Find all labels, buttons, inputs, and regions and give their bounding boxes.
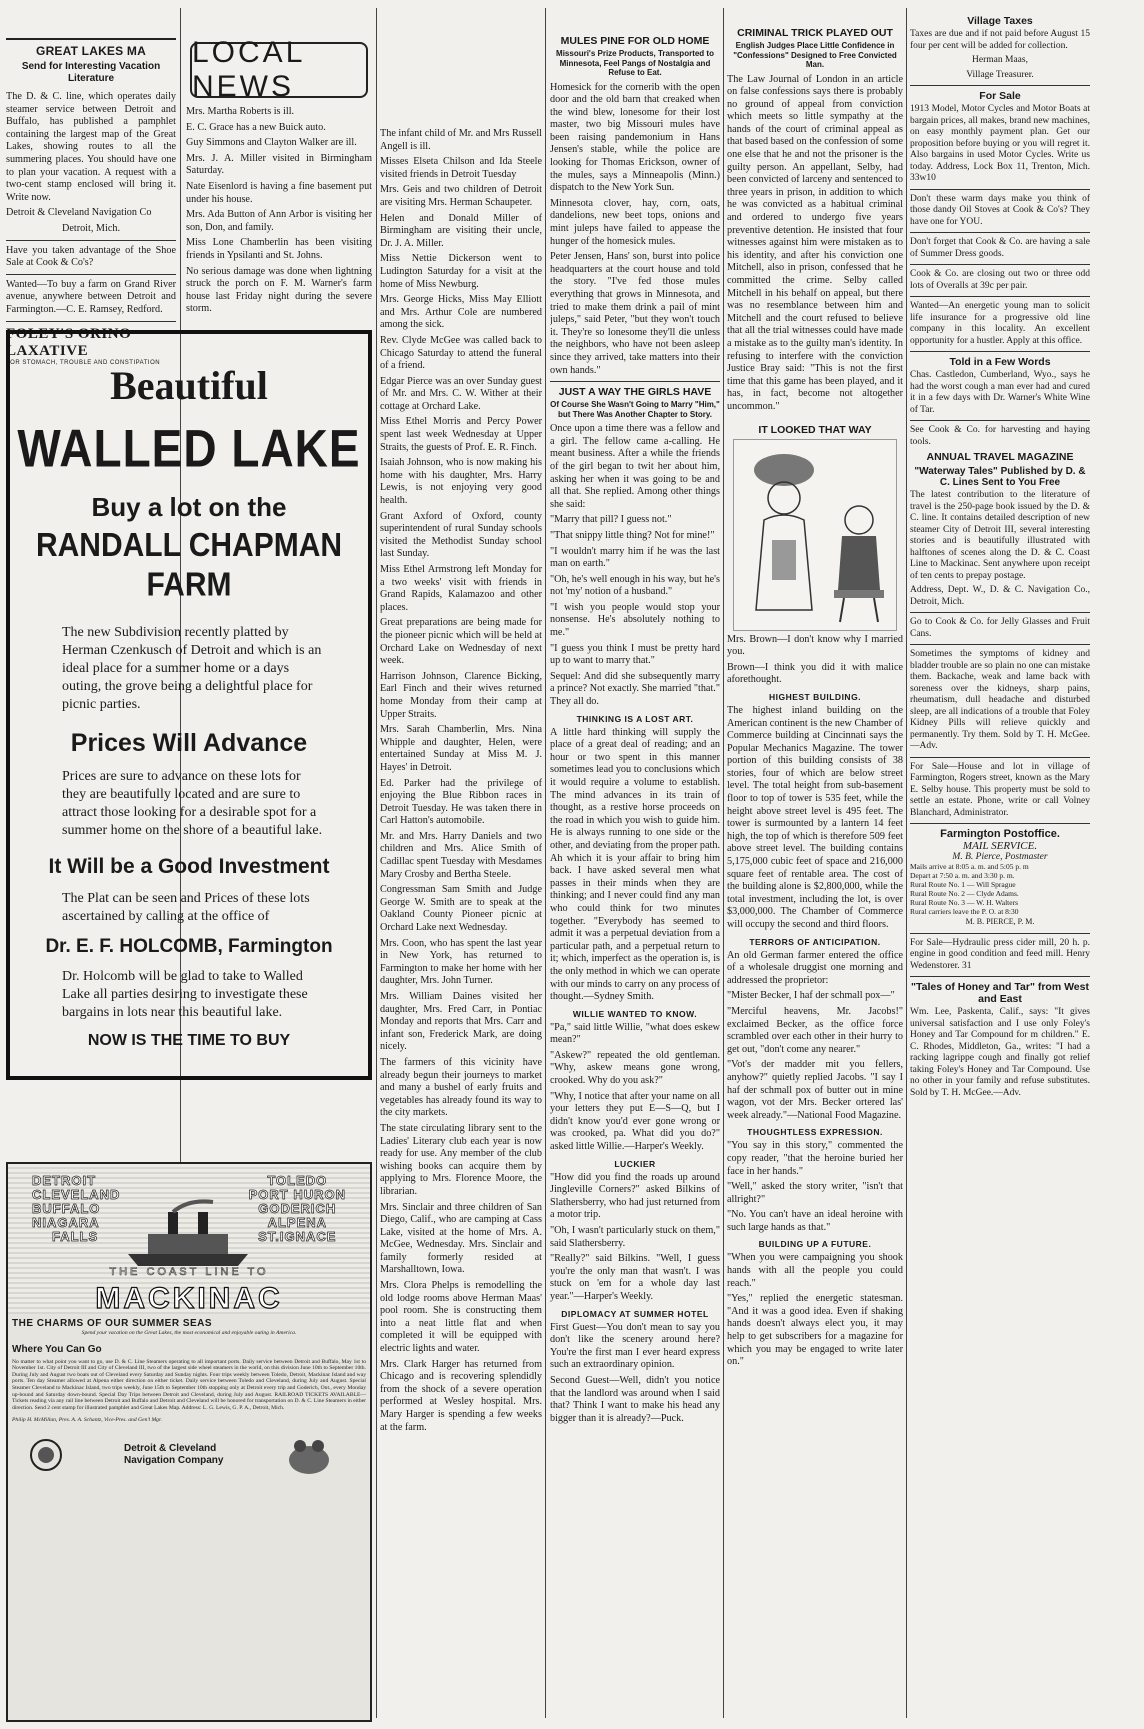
local-item: Mrs. Martha Roberts is ill. [186, 106, 295, 117]
terrors-paragraph: An old German farmer entered the office of a wholesale druggist one morning and addressed the proprietor: [727, 949, 903, 986]
divider [910, 351, 1090, 352]
diplomacy-heading: DIPLOMACY AT SUMMER HOTEL [561, 1308, 709, 1319]
future-paragraph: "Yes," replied the energetic statesman. "And it was a good idea. Even if shaking hands doesn't always elect you, it may help to get subscribers for a magazine for which you may be engaged to write later on." [727, 1293, 903, 1368]
criminal-heading: CRIMINAL TRICK PLAYED OUT [737, 27, 893, 39]
wanted-farm-notice: Wanted—To buy a farm on Grand River avenue, anywhere between Detroit and Farmington.—C. E. Ramsey, Redford. [6, 278, 176, 315]
divider [6, 274, 176, 275]
terrors-paragraph: "Mister Becker, I haf der schmall pox—" [727, 990, 895, 1002]
column-rule [906, 8, 907, 1718]
mackinac-title: MACKINAC [95, 1282, 283, 1315]
village-taxes-signer-title: Village Treasurer. [966, 69, 1034, 80]
postoffice-heading: Farmington Postoffice. [940, 828, 1060, 840]
seal-icon [28, 1437, 64, 1473]
girls-paragraph: Once upon a time there was a fellow and a girl. The fellow came a-calling. He meant business. After a while the friends of the girl began to twit her about him, asking her when it was going to be and all that. She replied. Among other things she said: [550, 423, 720, 510]
postmaster-name: M. B. Pierce, Postmaster [952, 852, 1048, 862]
ad-body-subdivision: The new Subdivision recently platted by Herman Czenkusch of Detroit and which is an ideal place for a summer home or a days outing, the grove being a delightful place for picnic parties. [62, 625, 322, 712]
dress-sale-notice: Don't forget that Cook & Co. are having a sale of Summer Dress goods. [910, 237, 1090, 259]
local-item: Mrs. Sinclair and three children of San Diego, Calif., who are camping at Cass Lake, visited at the home of Mrs. A. McGee, Wednesday. Mrs. Sinclair and family formerly resided at Marshalltown, Iowa. [380, 1201, 542, 1276]
local-item: Grant Axford of Oxford, county superintendent of rural Sunday schools visited the Methodist Sunday school last Sunday. [380, 510, 542, 560]
harvesting-notice: See Cook & Co. for harvesting and haying tools. [910, 425, 1090, 447]
luckier-heading: LUCKIER [614, 1158, 656, 1169]
steamship-icon [118, 1194, 258, 1274]
wanted-notice: Wanted—An energetic young man to solicit life insurance for a progressive old line company in this locality. An excellent opportunity for a hustler. Apply at this office. [910, 301, 1090, 346]
ad-body-plat: The Plat can be seen and Prices of these lots ascertained by calling at the office of [62, 891, 310, 924]
mules-paragraph: Peter Jensen, Hans' son, burst into police headquarters at the court house and told the story. "I've fed those mules everything that grows in Minnesota, and tried to make them drink a pail of mint juleps," said Peter, "but they won't touch it. They're so lonesome they'll die unless the neighbors, who have not been asleep since they arrived, take matters into their own hands." [550, 251, 720, 376]
steamer-company-name: Detroit & Cleveland Navigation Company [124, 1442, 224, 1466]
local-news-banner [190, 36, 368, 103]
great-lakes-signature: Detroit & Cleveland Navigation Co [6, 207, 152, 219]
divider [910, 933, 1090, 934]
cartoon-caption: Brown—I think you did it with malice aforethought. [727, 661, 903, 686]
local-item: Ed. Parker had the privilege of enjoying the Blue Ribbon races in Detroit Tuesday. He was taken there in Carl Hatton's automobile. [380, 777, 542, 827]
local-item: Mrs. Coon, who has spent the last year in New York, has returned to Farmington to make her home with her daughter, Mrs. John Turner. [380, 937, 542, 987]
divider [6, 321, 176, 322]
girls-paragraph: "That snippy little thing? Not for mine!" [550, 529, 715, 541]
ad-title-walled-lake: WALLED LAKE [17, 418, 361, 478]
divider [910, 976, 1090, 977]
kidney-ad: Sometimes the symptoms of kidney and bladder trouble are so plain no one can mistake them. Backache, weak and lame back with soreness over the kidneys, sharp pains, rheumatism, dull headache and disturbed sleep, are all indications of a trouble that Foley Kidney Pills will relieve quickly and permanently. Try them. Sold by T. H. McGee.—Adv. [910, 649, 1090, 751]
luckier-paragraph: "How did you find the roads up around Jingleville Corners?" asked Bilkins of Slathersberry, who had just returned from a motor trip. [550, 1171, 720, 1221]
mail-schedule-line: Rural Route No. 3 — W. H. Walters [910, 898, 1018, 907]
told-heading: Told in a Few Words [949, 356, 1051, 368]
coast-line-text: THE COAST LINE TO [109, 1266, 269, 1278]
thoughtless-heading: THOUGHTLESS EXPRESSION. [747, 1127, 883, 1138]
local-item: Mrs. George Hicks, Miss May Elliott and Mrs. Arthur Cole are numbered among the sick. [380, 294, 542, 331]
terrors-paragraph: "Merciful heavens, Mr. Jacobs!" exclaimed Becker, as the office force scrambled over each other in their hurry to get out, "don't come any nearer." [727, 1005, 903, 1055]
steamer-cities-right: TOLEDO PORT HURON GODERICH ALPENA ST.IGNACE [248, 1173, 346, 1244]
column-2 [186, 0, 372, 320]
local-item: Edgar Pierce was an over Sunday guest of Mr. and Mrs. C. W. Wither at their cottage at Orchard Lake. [380, 375, 542, 412]
local-item: Great preparations are being made for the pioneer picnic which will be held at Orchard Lake on Wednesday of next week. [380, 617, 542, 667]
willie-heading: WILLIE WANTED TO KNOW. [572, 1008, 698, 1019]
ad-title-beautiful: Beautiful [110, 363, 268, 408]
local-item: Mrs. Clora Phelps is remodelling the old lodge rooms above Herman Maas' pool room. She is constructing them into a neat little flat and when completed it will be equipped with electric lights and water. [380, 1280, 542, 1355]
lost-art-heading: THINKING IS A LOST ART. [576, 713, 694, 724]
honey-tar-heading: "Tales of Honey and Tar" from West and East [911, 981, 1089, 1006]
for-sale-heading: For Sale [979, 90, 1021, 102]
frog-icon [284, 1432, 334, 1478]
local-item: E. C. Grace has a new Buick auto. [186, 121, 326, 133]
divider [910, 644, 1090, 645]
foley-laxative-ad: FOLEY'S ORINO LAXATIVE [6, 325, 132, 359]
local-item: The state circulating library sent to the Ladies' Literary club each year is now ready for use. Any member of the club wishing books can acquire them by applying to Mrs. Florence Moore, the librarian. [380, 1122, 542, 1197]
local-item: Mr. and Mrs. Harry Daniels and two children and Mrs. Alice Smith of Cadillac spent Tuesday with Mesdames Mary Crosby and Bertha Steele. [380, 830, 542, 880]
thoughtless-paragraph: "You say in this story," commented the copy reader, "that the heroine buried her face in her hands." [727, 1140, 903, 1177]
divider [6, 38, 176, 40]
local-item: Helen and Donald Miller of Birmingham are visiting their uncle, Dr. J. A. Miller. [380, 212, 542, 249]
terrors-heading: TERRORS OF ANTICIPATION. [749, 936, 881, 947]
cartoon-illustration [733, 439, 897, 631]
mail-schedule-line: Depart at 7:50 a. m. and 3:30 p. m. [910, 871, 1015, 880]
cartoon-caption: Mrs. Brown—I don't know why I married you. [727, 633, 903, 658]
charms-heading: THE CHARMS OF OUR SUMMER SEAS [12, 1318, 213, 1329]
luckier-paragraph: "Oh, I wasn't particularly stuck on them," said Slathersberry. [550, 1225, 720, 1249]
divider [910, 420, 1090, 421]
cider-mill-notice: For Sale—Hydraulic press cider mill, 20 h. p. engine in good condition and feed mill. Henry Wedenstorer. 31 [910, 937, 1090, 971]
luckier-paragraph: "Really?" said Bilkins. "Well, I guess you're the only man that wasn't. I was stuck on 'em for a whole day last year."—Harper's Weekly. [550, 1253, 720, 1302]
thoughtless-paragraph: "Well," asked the story writer, "isn't that allright?" [727, 1181, 903, 1205]
criminal-subheading: English Judges Place Little Confidence in "Confessions" Designed to Free Convicted Man. [733, 41, 897, 69]
foley-laxative-subtitle: FOR STOMACH, TROUBLE AND CONSTIPATION [6, 359, 161, 366]
overalls-notice: Cook & Co. are closing out two or three odd lots of Overalls at 39c per pair. [910, 269, 1090, 291]
steamer-illustration [8, 1164, 370, 1314]
mules-subheading: Missouri's Prize Products, Transported to Minnesota, Feel Pangs of Nostalgia and Refuse to Eat. [556, 49, 714, 77]
ad-investment-heading: It Will be a Good Investment [48, 855, 330, 878]
column-3 [380, 0, 542, 1729]
told-body: Chas. Castledon, Cumberland, Wyo., says he had the worst cough a man ever had and cured it in a few days with Dr. Warner's White Wine of Tar. [910, 370, 1090, 415]
annual-travel-heading: ANNUAL TRAVEL MAGAZINE [926, 451, 1074, 463]
jelly-notice: Go to Cook & Co. for Jelly Glasses and Fruit Cans. [910, 617, 1090, 639]
great-lakes-body: The D. & C. line, which operates daily steamer service between Detroit and Buffalo, has published a pamphlet containing the largest map of the Great Lakes, showing routes to all the summering places. You should have one to plan your vacation. A request with a two-cent stamp enclosed will bring it. Write now. [6, 91, 176, 203]
thoughtless-paragraph: "No. You can't have an ideal heroine with such large hands as that." [727, 1209, 903, 1233]
lost-art-paragraph: A little hard thinking will supply the place of a great deal of reading; and an hour or two spent in this manner sometimes lead you to conclusions which it would require a volume to establish. The mind advances in its train of thought, as a restive horse proceeds on the road in which you wish to guide him. He is always running to one side or the other, and deviating from the proper path. Ah which it is your affair to bring him back. I have asked several men what passes in their minds when they are thinking; and I never could find any man who could think for two minutes together. "Everybody has seemed to admit it was a perpetual deviation from a particular path, and a perpetual return to it; which, imperfect as the operation is, is the only method in which we can operate with our minds to carry on any process of thought.—Sydney Smith. [550, 726, 720, 1003]
ad-body-prices: Prices are sure to advance on these lots for they are beautifully located and are sure to attract those looking for a desirable spot for a summer home on the shore of a beautiful lake. [62, 769, 323, 838]
divider [910, 823, 1090, 824]
mail-schedule-line: Mails arrive at 8:05 a. m. and 5:05 p. m [910, 862, 1029, 871]
couple-illustration-icon [734, 440, 898, 628]
girls-subheading: Of Course She Wasn't Going to Marry "Him," but There Was Another Chapter to Story. [550, 400, 720, 419]
divider [910, 296, 1090, 297]
ad-farm-name: RANDALL CHAPMAN FARM [35, 527, 343, 604]
column-rule [723, 8, 724, 1718]
local-item: Isaiah Johnson, who is now making his home with his daughter, Mrs. Harry Lewis, is not enjoying very good health. [380, 457, 542, 507]
local-item: Miss Ethel Morris and Percy Power spent last week Wednesday at Upper Straits, the guests of Prof. E. R. Finch. [380, 416, 542, 453]
local-item: Nate Eisenlord is having a fine basement put under his house. [186, 180, 372, 205]
ad-body-holcomb: Dr. Holcomb will be glad to take to Walled Lake all parties desiring to investigate these bargains in lots near this beautiful lake. [62, 969, 308, 1020]
mail-service-heading: MAIL SERVICE. [962, 840, 1038, 852]
diplomacy-paragraph: First Guest—You don't mean to say you don't like the scenery around here? You're the first man I ever heard express such an extraordinary opinion. [550, 1321, 720, 1371]
mules-paragraph: Minnesota clover, hay, corn, oats, dandelions, new beet tops, onions and mint juleps have failed to appease the hunger of the homesick mules. [550, 197, 720, 247]
local-news-title: LOCAL NEWS [192, 36, 305, 103]
diplomacy-paragraph: Second Guest—Well, didn't you notice that the landlord was around when I said that? Think I want to make his head any bigger than it is already?—Puck. [550, 1374, 720, 1424]
highest-building-paragraph: The highest inland building on the American continent is the new Chamber of Commerce building at Cincinnati says the Popular Mechanics Magazine. The tower portion of this building consists of 38 stories, four of which are below street level. The total height from sub-basement floor to top of tower is 535 feet, while the height above street level is 495 feet. The tower is surmounted by a lantern 14 feet high, the top of which is therefore 509 feet above street level. The building contains 5,175,000 cubic feet of space and 216,000 square feet of rentable area. The cost of the building alone is $2,800,000, while the total investment, including the lot, is over $3,000,000. The Chamber of Commerce will occupy the second and third floors. [727, 704, 903, 930]
village-taxes-signer: Herman Maas, [972, 55, 1028, 65]
future-paragraph: "When you were campaigning you shook hands with all the people you could reach." [727, 1252, 903, 1289]
great-lakes-subheading: Send for Interesting Vacation Literature [21, 61, 161, 84]
for-sale-body: 1913 Model, Motor Cycles and Motor Boats at bargain prices, all makes, brand new machines, on easy monthly payment plan. Get our proposition before buying or you will regret it. Also bargains in used Motor Cycles. Write us today. Address, Lock Box 11, Trenton, Mich. 33w10 [910, 104, 1090, 183]
girls-heading: JUST A WAY THE GIRLS HAVE [558, 386, 712, 399]
steamer-company-row [28, 1432, 366, 1478]
highest-building-heading: HIGHEST BUILDING. [768, 691, 862, 702]
ad-prices-heading: Prices Will Advance [70, 729, 308, 757]
girls-paragraph: "Oh, he's well enough in his way, but he's not 'my' notion of a husband." [550, 573, 720, 598]
local-item: Rev. Clyde McGee was called back to Chicago Saturday to attend the funeral of a friend. [380, 334, 542, 372]
local-item: Miss Lone Chamberlin has been visiting friends in Ypsilanti and St. Johns. [186, 237, 372, 261]
future-heading: BUILDING UP A FUTURE. [758, 1239, 872, 1250]
terrors-paragraph: "Vot's der madder mit you fellers, anyhow?" quietly replied Jacobs. "I say I haf der schmall pox of butter out in mine wagon, vot der Mrs. Becker ortered las' week already."—National Food Magazine. [727, 1059, 903, 1121]
oil-stoves-notice: Don't these warm days make you think of those dandy Oil Stoves at Cook & Co's? They have one for YOU. [910, 193, 1090, 227]
mail-schedule-line: Rural carriers leave the P. O. at 8:30 [910, 907, 1019, 916]
ad-doctor-name: Dr. E. F. HOLCOMB, Farmington [45, 936, 333, 957]
house-sale-notice: For Sale—House and lot in village of Farmington, Rogers street, known as the Mary E. Selby house. This property must be sold to settle an estate. Phone, write or call Volney Blanchard, Administrator. [910, 761, 1090, 818]
mules-heading: MULES PINE FOR OLD HOME [560, 35, 710, 47]
mules-paragraph: Homesick for the cornerib with the open door and the old barn that creaked when the wind blew, lonesome for their lost master, two big Missouri mules have been raising pandemonium in Hans Jensen's stable, while the police are looking for Thomas Erickson, owner of the mules, says a Minneapolis (Minn.) dispatch to the New York Sun. [550, 81, 720, 194]
local-item: Mrs. William Daines visited her daughter, Mrs. Fred Carr, in Pontiac Monday and reports that Mrs. Carr and infant son, Frederick Mark, are doing nicely. [380, 991, 542, 1053]
charms-subheading: Spend your vacation on the Great Lakes, the most economical and enjoyable outing in America. [81, 1330, 297, 1336]
local-item: Miss Ethel Armstrong left Monday for a two weeks' visit with friends in Grand Rapids, Kalamazoo and other places. [380, 564, 542, 613]
where-you-can-go-block [12, 1339, 366, 1357]
girls-paragraph: "I wish you people would stop your nonsense. He's absolutely nothing to me." [550, 601, 720, 639]
where-you-can-go-heading: Where You Can Go [12, 1343, 102, 1355]
criminal-paragraph: The Law Journal of London in an article on false confessions says there is probably no ground of appeal from conviction which meets so little sympathy at the hands of the court of criminal appeal as that based based on the confession of some one else that he and not the prisoner is the guilty person. An appellant, Selby, had been convicted of larceny and sentenced to three years in prison, in addition to which he was convicted as a habitual criminal and ordered to undergo five years preventive detention. He insisted that four witnesses against him were mistaken as to his identity, and after his conviction one Mitchell, also in prison, confessed that he committed the crime. Selby called Mitchell in his behalf on appeal, but there was no resemblance between him and Mitchell and the court refused to believe that all the trial witnesses could have made a mistake as to the guilty man's identity. In refusing to interfere with the conviction Justice Bray said: "This is not the first time that this game has been played, and it has, in fact, become not altogether uncommon." [727, 73, 903, 412]
great-lakes-heading: GREAT LAKES MA [36, 44, 146, 58]
steamer-officers: Philip H. McMillan, Pres. A. A. Schantz, Vice-Pres. and Gen'l Mgr. [12, 1417, 162, 1424]
mail-schedule-line: Rural Route No. 1 — Will Sprague [910, 880, 1016, 889]
divider [910, 757, 1090, 758]
annual-travel-body: The latest contribution to the literature of travel is the 250-page book issued by the D. & C. line. It contains detailed description of new steamer City of Detroit III, several interesting stories and is beautifully illustrated with halftones of scenes along the D. & C. Coast Line to Mackinac. Sent anywhere upon receipt of ten cents to prepay postage. [910, 490, 1090, 581]
local-item: Guy Simmons and Clayton Walker are ill. [186, 137, 357, 149]
girls-paragraph: Sequel: And did she subsequently marry a prince? Not exactly. She married "that." They all do. [550, 670, 720, 708]
divider [910, 264, 1090, 265]
ad-now-line: NOW IS THE TIME TO BUY [87, 1032, 291, 1049]
local-item: Mrs. Ada Button of Ann Arbor is visiting her son, Don, and family. [186, 209, 372, 233]
steamer-cities-left: DETROIT CLEVELAND BUFFALO NIAGARA FALLS [32, 1173, 121, 1244]
annual-travel-address: Address, Dept. W., D. & C. Navigation Co., Detroit, Mich. [910, 585, 1090, 607]
girls-paragraph: "I guess you think I must be pretty hard up to want to marry that." [550, 642, 720, 667]
mail-schedule-line: Rural Route No. 2 — Clyde Adams. [910, 889, 1019, 898]
girls-paragraph: "I wouldn't marry him if he was the last man on earth." [550, 545, 720, 570]
shoe-sale-notice: Have you taken advantage of the Shoe Sale at Cook & Co's? [6, 244, 176, 269]
local-item: Mrs. J. A. Miller visited in Birmingham Saturday. [186, 152, 372, 177]
column-rule [545, 8, 546, 1718]
local-item: Mrs. Sarah Chamberlin, Mrs. Nina Whipple and daughter, Helen, were entertained Sunday at Miss M. J. Hayes' in Detroit. [380, 724, 542, 773]
walled-lake-ad [6, 330, 372, 1080]
steamer-ad [6, 1162, 372, 1722]
column-6 [910, 0, 1090, 1729]
local-item: Harrison Johnson, Clarence Bicking, Earl Finch and their wives returned home Monday from their camp at Upper Straits. [380, 670, 542, 720]
divider [910, 189, 1090, 190]
local-item: The infant child of Mr. and Mrs Russell Angell is ill. [380, 128, 542, 152]
local-item: No serious damage was done when lightning struck the porch on F. M. Warner's farm house last Friday night during the severe storm. [186, 265, 372, 315]
girls-paragraph: "Marry that pill? I guess not." [550, 514, 672, 526]
local-item: Mrs. Geis and two children of Detroit are visiting Mrs. Herman Schaupeter. [380, 184, 542, 208]
divider [910, 232, 1090, 233]
steamer-fine-print: No matter to what point you want to go, use D. & C. Line Steamers operating to all important ports. Daily service between Detroit and Buffalo, May 1st to November 1st. City of Detroit III and City of Cleveland III, two of the largest side wheel steamers in the world, on this division June 10th to September 10th. During July and August two boats out of Cleveland every Saturday and Sunday nights. Four trips weekly between Toledo, Detroit, Mackinac Island and way ports. Ten day Steamer allowed at Alpena either direction on either ticket. Daily service between Toledo and Cleveland, during July and August. Special Steamer Cleveland to Mackinac Island, two trips weekly, June 15th to September 10th stopping only at Detroit every trip and Goderich, Ont., every Monday up-bound and Saturday down-bound. Special Day Trips between Detroit and Cleveland, during July and August. RAILROAD TICKETS AVAILABLE—Tickets reading via any rail line between Detroit and Buffalo and Detroit and Cleveland will be honored for transportation on D. & C. Line Steamers in either direction. Send 2 cent stamp for illustrated pamphlet and Great Lakes Map. Address: L. G. Lewis, G. P. A., Detroit, Mich. [12, 1358, 366, 1411]
divider [910, 612, 1090, 613]
annual-travel-subheading: "Waterway Tales" Published by D. & C. Lines Sent to You Free [914, 466, 1086, 488]
great-lakes-signature-city: Detroit, Mich. [61, 222, 120, 234]
postoffice-signature: M. B. PIERCE, P. M. [965, 917, 1035, 926]
column-rule [376, 8, 377, 1718]
local-item: Miss Nettie Dickerson went to Ludington Saturday for a visit at the home of Miss Newburg. [380, 253, 542, 290]
local-item: Mrs. Clark Harger has returned from Chicago and is recovering splendidly from the shock of a severe operation performed at Wesley hospital. Mrs. Mary Harger is spending a few weeks at the farm. [380, 1358, 542, 1433]
column-4 [550, 0, 720, 1729]
willie-paragraph: "Why, I notice that after your name on all your letters they put E—S—Q, but I didn't know you'd ever gone wrong or was crooked, pa. What did you do?" asked little Willie.—Harper's Weekly. [550, 1090, 720, 1153]
willie-paragraph: "Askew?" repeated the old gentleman. "Why, askew means gone wrong, crooked. Why do you ask?" [550, 1049, 720, 1087]
cartoon-heading: IT LOOKED THAT WAY [758, 423, 872, 436]
willie-paragraph: "Pa," said little Willie, "what does eskew mean?" [550, 1021, 720, 1046]
divider [910, 85, 1090, 86]
local-item: Misses Elseta Chilson and Ida Steele visited friends in Detroit Tuesday [380, 156, 542, 180]
village-taxes-body: Taxes are due and if not paid before August 15 four per cent will be added for collection. [910, 29, 1090, 51]
column-5 [727, 0, 903, 1729]
ad-buy-line: Buy a lot on the [91, 492, 287, 522]
village-taxes-heading: Village Taxes [967, 15, 1033, 27]
divider [550, 381, 720, 382]
local-item: The farmers of this vicinity have already begun their journeys to market and many a bushel of early fruits and vegetables has already found its way to the city markets. [380, 1056, 542, 1119]
divider [6, 240, 176, 241]
honey-tar-body: Wm. Lee, Paskenta, Calif., says: "It gives universal satisfaction and I use only Foley's Honey and Tar Compound for m children." E. C. Rhodes, Middleton, Ga., writes: "I had a racking lagrippe cough and finally got relief taking Foley's Honey and Tar Compound. Use no other in your family and refuse substitutes. Sold by T. H. McGee.—Adv. [910, 1007, 1090, 1098]
local-item: Congressman Sam Smith and Judge George W. Smith are to speak at the Oakland County Pioneer picnic at Orchard Lake next Wednesday. [380, 884, 542, 934]
